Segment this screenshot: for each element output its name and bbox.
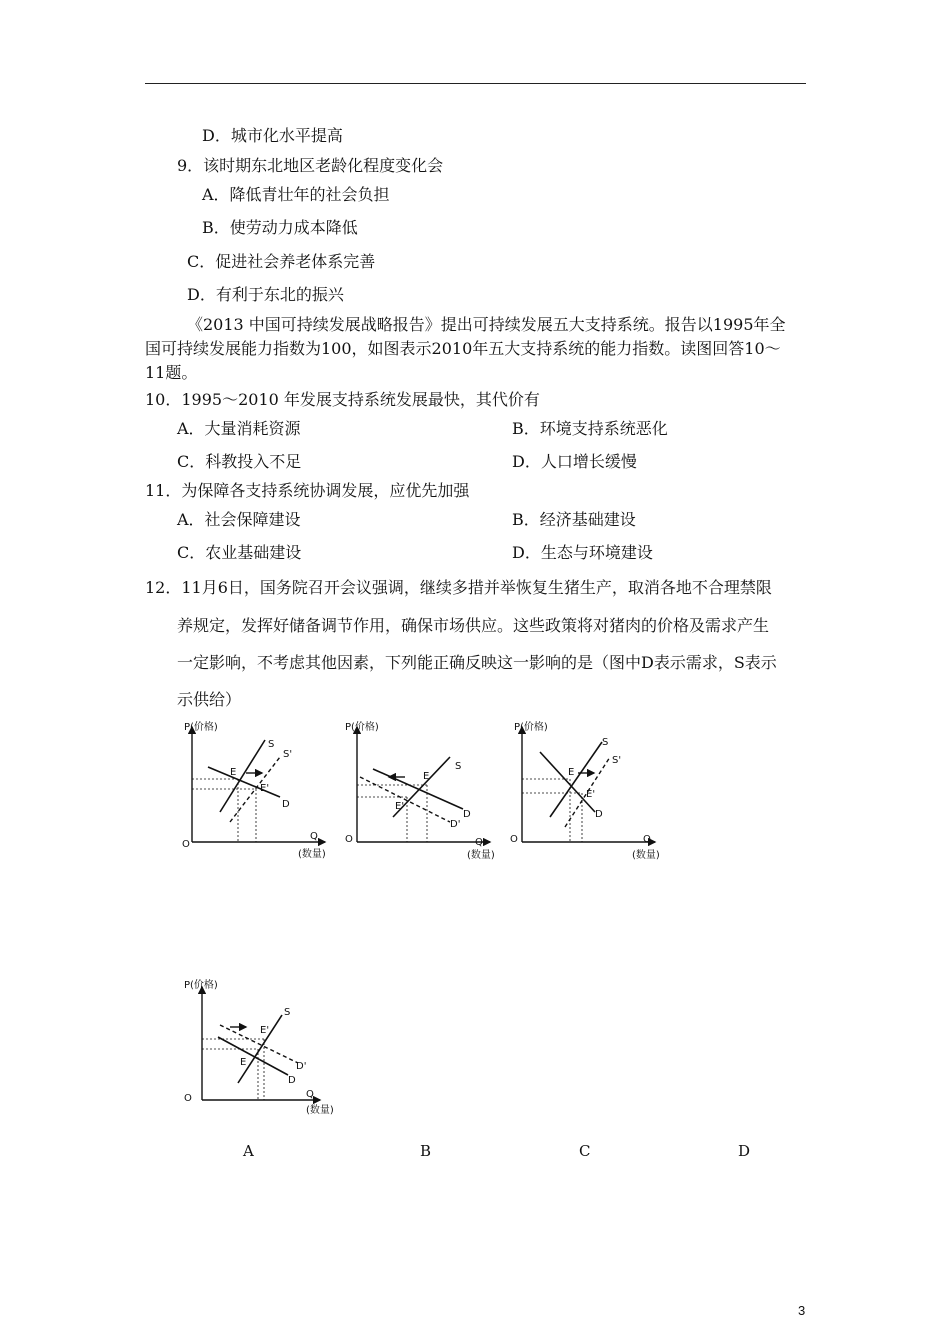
d-label: D <box>288 1075 296 1086</box>
supply-curve <box>550 742 602 817</box>
graph-b <box>345 717 500 862</box>
s-prime-label: S' <box>283 749 293 760</box>
q12-line-4: 示供给） <box>177 690 242 709</box>
e-prime-label: E' <box>260 1025 270 1036</box>
q11-option-a: A．社会保障建设 <box>177 510 301 529</box>
supply-curve <box>220 740 265 812</box>
answer-label-a: A <box>243 1142 254 1160</box>
graph-d <box>180 975 335 1120</box>
s-label: S <box>268 739 275 750</box>
answer-label-c: C <box>579 1142 591 1160</box>
passage-line-2: 国可持续发展能力指数为100，如图表示2010年五大支持系统的能力指数。读图回答10～ <box>145 339 781 358</box>
q-axis-label: Q <box>475 837 483 848</box>
q10-option-d: D．人口增长缓慢 <box>512 452 637 471</box>
s-label: S <box>284 1007 291 1018</box>
q9-stem: 9．该时期东北地区老龄化程度变化会 <box>177 156 444 175</box>
answer-label-d: D <box>738 1142 751 1160</box>
q9-option-d: D．有利于东北的振兴 <box>187 285 344 304</box>
q9-option-a: A．降低青壮年的社会负担 <box>202 185 390 204</box>
q8-option-d: D．城市化水平提高 <box>202 126 343 145</box>
p-axis-label: P(价格) <box>184 722 218 733</box>
p-axis-label: P(价格) <box>514 722 548 733</box>
page-number: 3 <box>798 1303 806 1318</box>
q11-option-d: D．生态与环境建设 <box>512 543 653 562</box>
demand-curve <box>218 1037 288 1075</box>
q-unit-label: (数量) <box>467 850 495 861</box>
e-prime-label: E' <box>395 801 405 812</box>
origin-label: O <box>510 834 518 845</box>
e-label: E <box>568 767 575 778</box>
q10-option-c: C．科教投入不足 <box>177 452 302 471</box>
e-label: E <box>230 767 237 778</box>
s-label: S <box>455 761 462 772</box>
graph-a <box>180 717 335 862</box>
passage-line-1: 《2013 中国可持续发展战略报告》提出可持续发展五大支持系统。报告以1995年全 <box>187 315 786 334</box>
q12-line-3: 一定影响，不考虑其他因素，下列能正确反映这一影响的是（图中D表示需求，S表示 <box>177 653 777 672</box>
passage-line-3: 11题。 <box>145 363 198 382</box>
q11-stem: 11．为保障各支持系统协调发展，应优先加强 <box>145 481 470 500</box>
e-prime-label: E' <box>260 783 270 794</box>
q10-option-a: A．大量消耗资源 <box>177 419 301 438</box>
q-axis-label: Q <box>643 834 651 845</box>
d-label: D <box>282 799 290 810</box>
s-prime-label: S' <box>612 755 622 766</box>
p-axis-label: P(价格) <box>184 980 218 991</box>
q10-option-b: B．环境支持系统恶化 <box>512 419 668 438</box>
demand-curve <box>373 769 463 809</box>
d-label: D <box>595 809 603 820</box>
origin-label: O <box>182 839 190 850</box>
d-prime-label: D' <box>450 819 461 830</box>
q-unit-label: (数量) <box>306 1105 334 1116</box>
answer-label-b: B <box>420 1142 432 1160</box>
e-label: E <box>240 1057 247 1068</box>
origin-label: O <box>345 834 353 845</box>
q-unit-label: (数量) <box>632 850 660 861</box>
q9-option-c: C．促进社会养老体系完善 <box>187 252 376 271</box>
s-label: S <box>602 737 609 748</box>
supply-curve-shifted <box>230 757 280 822</box>
q-unit-label: (数量) <box>298 849 326 860</box>
d-prime-label: D' <box>296 1061 307 1072</box>
q10-stem: 10．1995～2010 年发展支持系统发展最快，其代价有 <box>145 390 540 409</box>
header-rule <box>145 83 806 84</box>
q11-option-b: B．经济基础建设 <box>512 510 636 529</box>
e-label: E <box>423 771 430 782</box>
q11-option-c: C．农业基础建设 <box>177 543 302 562</box>
p-axis-label: P(价格) <box>345 722 379 733</box>
q-axis-label: Q <box>310 831 318 842</box>
graph-c <box>510 717 665 862</box>
q12-line-1: 12．11月6日，国务院召开会议强调，继续多措并举恢复生猪生产，取消各地不合理禁限 <box>145 578 772 597</box>
q9-option-b: B．使劳动力成本降低 <box>202 218 358 237</box>
e-prime-label: E' <box>586 789 596 800</box>
q12-line-2: 养规定，发挥好储备调节作用，确保市场供应。这些政策将对猪肉的价格及需求产生 <box>177 616 770 635</box>
q-axis-label: Q <box>306 1089 314 1100</box>
d-label: D <box>463 809 471 820</box>
demand-curve <box>540 752 595 812</box>
origin-label: O <box>184 1093 192 1104</box>
